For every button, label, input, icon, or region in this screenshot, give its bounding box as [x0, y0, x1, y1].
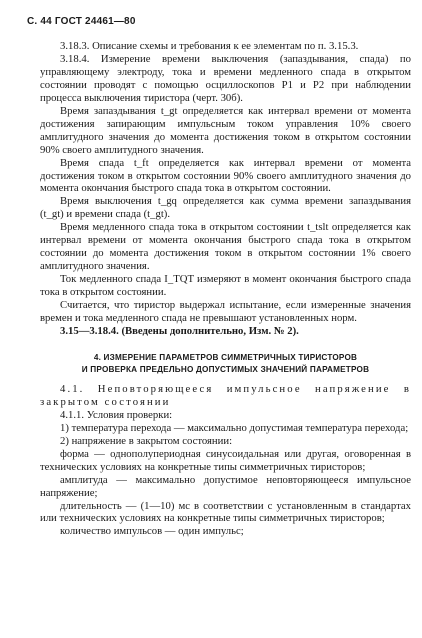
paragraph-slow-fall-current: Ток медленного спада I_TQT измеряют в момент окончания быстрого спада тока в открытом состоянии.	[40, 273, 411, 299]
voltage-amplitude: амплитуда — максимально допустимое неповторяющееся импульсное напряжение;	[40, 473, 411, 499]
clause-4-1: 4.1. Неповторяющееся импульсное напряжение в закрытом состоянии	[40, 382, 411, 408]
voltage-form: форма — однополупериодная синусоидальная или другая, оговоренная в технических условиях на конкретные типы симметричных тиристоров;	[40, 447, 411, 473]
list-item-voltage: 2) напряжение в закрытом состоянии:	[60, 434, 233, 447]
page-header: С. 44 ГОСТ 24461—80	[27, 16, 136, 27]
clause-4-1-1: 4.1.1. Условия проверки:	[60, 408, 173, 421]
pulse-count: количество импульсов — один импульс;	[60, 525, 244, 538]
paragraph-delay-time: Время запаздывания t_gt определяется как интервал времени от момента достижения запирающим импульсным током управления 10% своего амплитудного значения до момента достижения током в открытом состоянии 90% своего амплитудного значения.	[40, 104, 411, 156]
list-item-temperature: 1) температура перехода — максимально допустимая температура перехода;	[60, 421, 409, 434]
voltage-duration: длительность — (1—10) мс в соответствии с установленным в стандартах или технических условиях на конкретные типы симметричных тиристоров;	[40, 499, 411, 525]
paragraph-amendment: 3.15—3.18.4. (Введены дополнительно, Изм. № 2).	[60, 324, 299, 337]
paragraph-conclusion: Считается, что тиристор выдержал испытание, если измеренные значения времен и тока медленного спада не превышают установленных норм.	[40, 299, 411, 325]
paragraph-fall-time: Время спада t_ft определяется как интервал времени от момента достижения током в открытом состоянии 90% своего амплитудного значения до момента окончания быстрого спада тока в открытом состоянии.	[40, 156, 411, 195]
paragraph-3-18-4: 3.18.4. Измерение времени выключения (запаздывания, спада) по управляющему электроду, тока и времени медленного спада в открытом состоянии проводят с помощью осциллоскопов Р1 и Р2 при наблюдении процесса выключения тиристора (черт. 30б).	[40, 52, 411, 104]
paragraph-slow-fall-time: Время медленного спада тока в открытом состоянии t_tslt определяется как интервал времени от момента окончания быстрого спада тока в открытом состоянии до момента достижения током в открытом состоянии 1% своего амплитудного значения.	[40, 221, 411, 273]
paragraph-3-18-3: 3.18.3. Описание схемы и требования к ее элементам по п. 3.15.3.	[60, 40, 359, 52]
section-4-title-line-1: 4. ИЗМЕРЕНИЕ ПАРАМЕТРОВ СИММЕТРИЧНЫХ ТИРИСТОРОВ	[93, 352, 358, 362]
paragraph-turnoff-time: Время выключения t_gq определяется как сумма времени запаздывания (t_gt) и времени спада (t_gt).	[40, 195, 411, 221]
section-4-title-line-2: И ПРОВЕРКА ПРЕДЕЛЬНО ДОПУСТИМЫХ ЗНАЧЕНИЙ ПАРАМЕТРОВ	[81, 365, 370, 375]
document-body	[40, 40, 411, 538]
